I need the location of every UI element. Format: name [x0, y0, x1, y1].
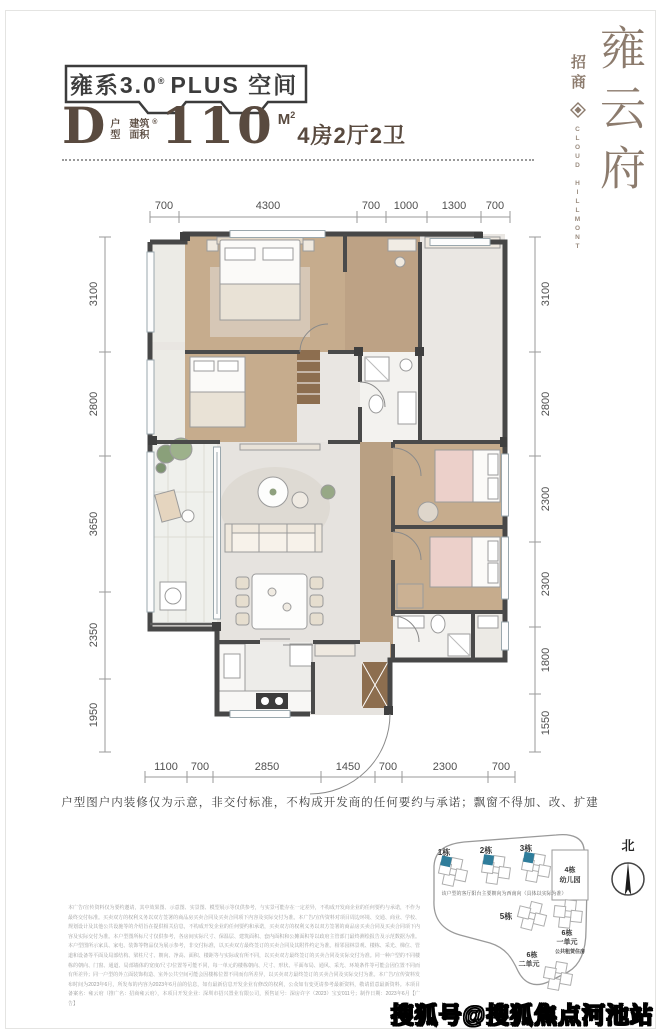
toilet-2: [431, 615, 445, 633]
svg-text:4300: 4300: [255, 200, 281, 212]
svg-text:1栋: 1栋: [437, 848, 451, 857]
svg-text:700: 700: [190, 761, 210, 773]
dimension-top: [150, 200, 510, 223]
table-plant: [270, 489, 277, 496]
svg-text:6栋: 6栋: [526, 952, 538, 959]
compass-needle: [625, 862, 631, 895]
wardrobe-cabinet: [297, 350, 320, 404]
wardrobe-4: [397, 584, 423, 608]
highlight-unit: [483, 854, 494, 865]
svg-text:2300: 2300: [540, 486, 552, 512]
unit-type-label: 户 型: [110, 119, 121, 141]
svg-text:6栋: 6栋: [561, 930, 573, 937]
svg-text:700: 700: [491, 761, 511, 773]
watermark-text: 搜狐号@搜狐焦点河池站: [390, 1002, 654, 1028]
svg-text:2800: 2800: [540, 391, 552, 417]
logo-diamond-icon: [570, 102, 586, 118]
north-label: 北: [621, 838, 635, 853]
dimension-left: [88, 237, 111, 752]
nightstand-left: [207, 240, 218, 251]
dotted-divider: [62, 159, 534, 161]
logo-company: 招商: [569, 54, 586, 94]
round-rug: [418, 502, 438, 522]
dimension-bottom: [145, 761, 515, 783]
svg-text:一单元: 一单元: [556, 939, 578, 946]
dining-chair: [236, 595, 249, 607]
stool: [395, 257, 405, 267]
stove: [256, 693, 288, 709]
svg-text:1100: 1100: [154, 761, 178, 773]
corridor-right: [360, 442, 393, 660]
svg-text:公共租赁住房: 公共租赁住房: [554, 949, 586, 955]
blanket-pink: [435, 450, 473, 502]
desk: [388, 239, 416, 251]
blanket: [220, 284, 300, 320]
unit-type-line: [62, 96, 406, 155]
area-value: 110: [161, 96, 275, 155]
pillow: [263, 248, 293, 260]
dining-chair: [236, 577, 249, 589]
svg-text:1450: 1450: [335, 761, 361, 773]
tv-bench: [240, 444, 320, 450]
top-right-corridor: [420, 234, 505, 442]
svg-text:2栋: 2栋: [479, 846, 493, 855]
balcony-plant: [156, 463, 166, 473]
svg-text:3栋: 3栋: [519, 844, 533, 853]
svg-text:2350: 2350: [88, 622, 100, 648]
svg-text:1000: 1000: [393, 200, 419, 212]
pillow: [488, 541, 498, 561]
area-reg-mark: ®: [152, 119, 158, 126]
floor-plant: [321, 485, 335, 499]
balcony-table: [182, 510, 194, 522]
dining-chair: [310, 613, 323, 625]
entry-cabinet: [362, 662, 388, 708]
dimension-right: [529, 237, 552, 752]
dining-chair: [310, 577, 323, 589]
side-table: [292, 492, 308, 508]
svg-text:3650: 3650: [88, 511, 100, 537]
sofa-back: [232, 524, 315, 533]
svg-text:5栋: 5栋: [499, 912, 513, 921]
room-count: 4房2厅2卫: [297, 123, 406, 148]
svg-text:2300: 2300: [432, 761, 458, 773]
bathtub: [398, 392, 416, 424]
svg-text:700: 700: [361, 200, 381, 212]
shoe-cabinet: [315, 644, 355, 656]
bay-window-bedroom2: [150, 350, 185, 442]
svg-text:3100: 3100: [540, 281, 552, 307]
laundry-counter: [478, 616, 498, 628]
toilet-1: [369, 395, 383, 413]
sofa-arm: [315, 524, 322, 552]
svg-text:700: 700: [154, 200, 174, 212]
kitchen-sink: [224, 654, 240, 678]
svg-text:1800: 1800: [540, 647, 552, 673]
washer: [160, 582, 186, 610]
dining-chair: [310, 595, 323, 607]
pillow: [218, 361, 238, 371]
bay-window-master: [150, 242, 185, 342]
siteplan-caption: 该户型的客厅阳台主要朝向为西南向（具体以实际为准）: [441, 891, 567, 897]
pillow: [194, 361, 214, 371]
siteplan: [420, 830, 600, 998]
nightstand-right: [303, 240, 314, 251]
svg-text:700: 700: [378, 761, 398, 773]
badge-text: 雍系3.0® PLUS 空间: [69, 72, 299, 98]
pillow: [488, 563, 498, 583]
floorplan: [60, 192, 600, 800]
area-unit: $M^2$: [277, 110, 296, 128]
dining-table: [252, 574, 307, 629]
svg-text:二单元: 二单元: [518, 961, 540, 968]
logo-english: CLOUD HILLMONT: [574, 126, 581, 252]
svg-text:700: 700: [485, 200, 505, 212]
highlight-unit: [440, 855, 452, 867]
sofa-seat: [232, 533, 315, 552]
fridge: [290, 644, 312, 666]
sofa-arm: [225, 524, 232, 552]
svg-text:1950: 1950: [88, 702, 100, 728]
svg-text:3100: 3100: [88, 281, 100, 307]
pillow: [488, 454, 498, 475]
blanket: [190, 392, 245, 427]
area-label: 建筑 面积 ®: [129, 119, 158, 141]
svg-text:幼儿园: 幼儿园: [559, 877, 581, 884]
pillow: [225, 248, 255, 260]
dining-chair: [236, 613, 249, 625]
dressing-area: [345, 234, 420, 352]
svg-text:1550: 1550: [540, 710, 552, 736]
disclaimer-text: 户型图户内装修仅为示意，非交付标准，不构成开发商的任何要约与承诺；飘窗不得加、改、扩建: [61, 797, 599, 809]
blanket-pink: [430, 537, 472, 587]
legal-text: 本广告/宣传资料仅为要约邀请，其中效果图、示意图、实景图、模型展示等仅供参考，与实景可能存在一定差异，不构成开发商企业的任何要约与承诺，不作为最终交付标准。买卖双方的权利义务以双方签署的商品房买卖合同及买卖合同项下内容及实际交付为准。本广告/宣传资料对项目周边环境、交通、商业、学校、规划设计及其他公共设施等的介绍旨在提供相关信息，不构成开发企业的任何要约和承诺，买卖双方的权利义务以双方签署的商品房买卖合同及买卖合同项下内容及实际交付为准。本户型图所标尺寸仅供参考，各房间实际尺寸、保温层、建筑面积、套内面积和公摊面积等以政府主管部门最终测绘报告及示范数据为准。本户型图所示家具、家电、装饰等物品仅为展示参考，非交付标准，以买卖双方最终签订的买卖合同及其附件约定为准。相邻园林景观、楼栋、采光、梯位、管道和设备等平面及局部结构、梁柱尺寸、朝向、净高、面积、楼距等与实际或有所不同，以买卖双方最终签订的买卖合同及实际交付为准。同一种户型的不同楼栋的朝向、门窗、通道、局部墙体的宽度/尺寸/位置等可能不同，每一单元的楼栋朝向、尺寸、形状、平面布局、通风、采光、环境条件等可能会因位置不同而有所差异；同一户型的外立面装饰构造、室外公共空间可能会因楼栋位置不同而有所差异，以买卖双方最终签订的买卖合同及实际交付为准。本广告/宣传资料发布时间为2023年6月，所发布的内容为2023年6月前的信息，如有最新信息开发企业有修改的权利，公众如有变更请参考最新资料，敬请留意最新资料。本项目备案名：雍云府（推广名：招商雍云府），本项目开发企业：深圳市招兴置业有限公司，预售证号：深房许字（2023）宝安011号；制作日期：2023年6月【广告】: [68, 905, 420, 1007]
svg-text:4栋: 4栋: [564, 867, 576, 874]
svg-text:2850: 2850: [254, 761, 280, 773]
svg-text:2800: 2800: [88, 391, 100, 417]
svg-text:1300: 1300: [441, 200, 467, 212]
svg-text:2300: 2300: [540, 571, 552, 597]
north-compass: [598, 836, 658, 902]
pillow: [488, 478, 498, 499]
entry-door-arc: [310, 714, 390, 794]
unit-letter: D: [62, 96, 106, 155]
sink-1: [400, 359, 412, 371]
highlight-unit: [523, 852, 535, 864]
logo-project-name: 雍云府: [594, 24, 646, 204]
